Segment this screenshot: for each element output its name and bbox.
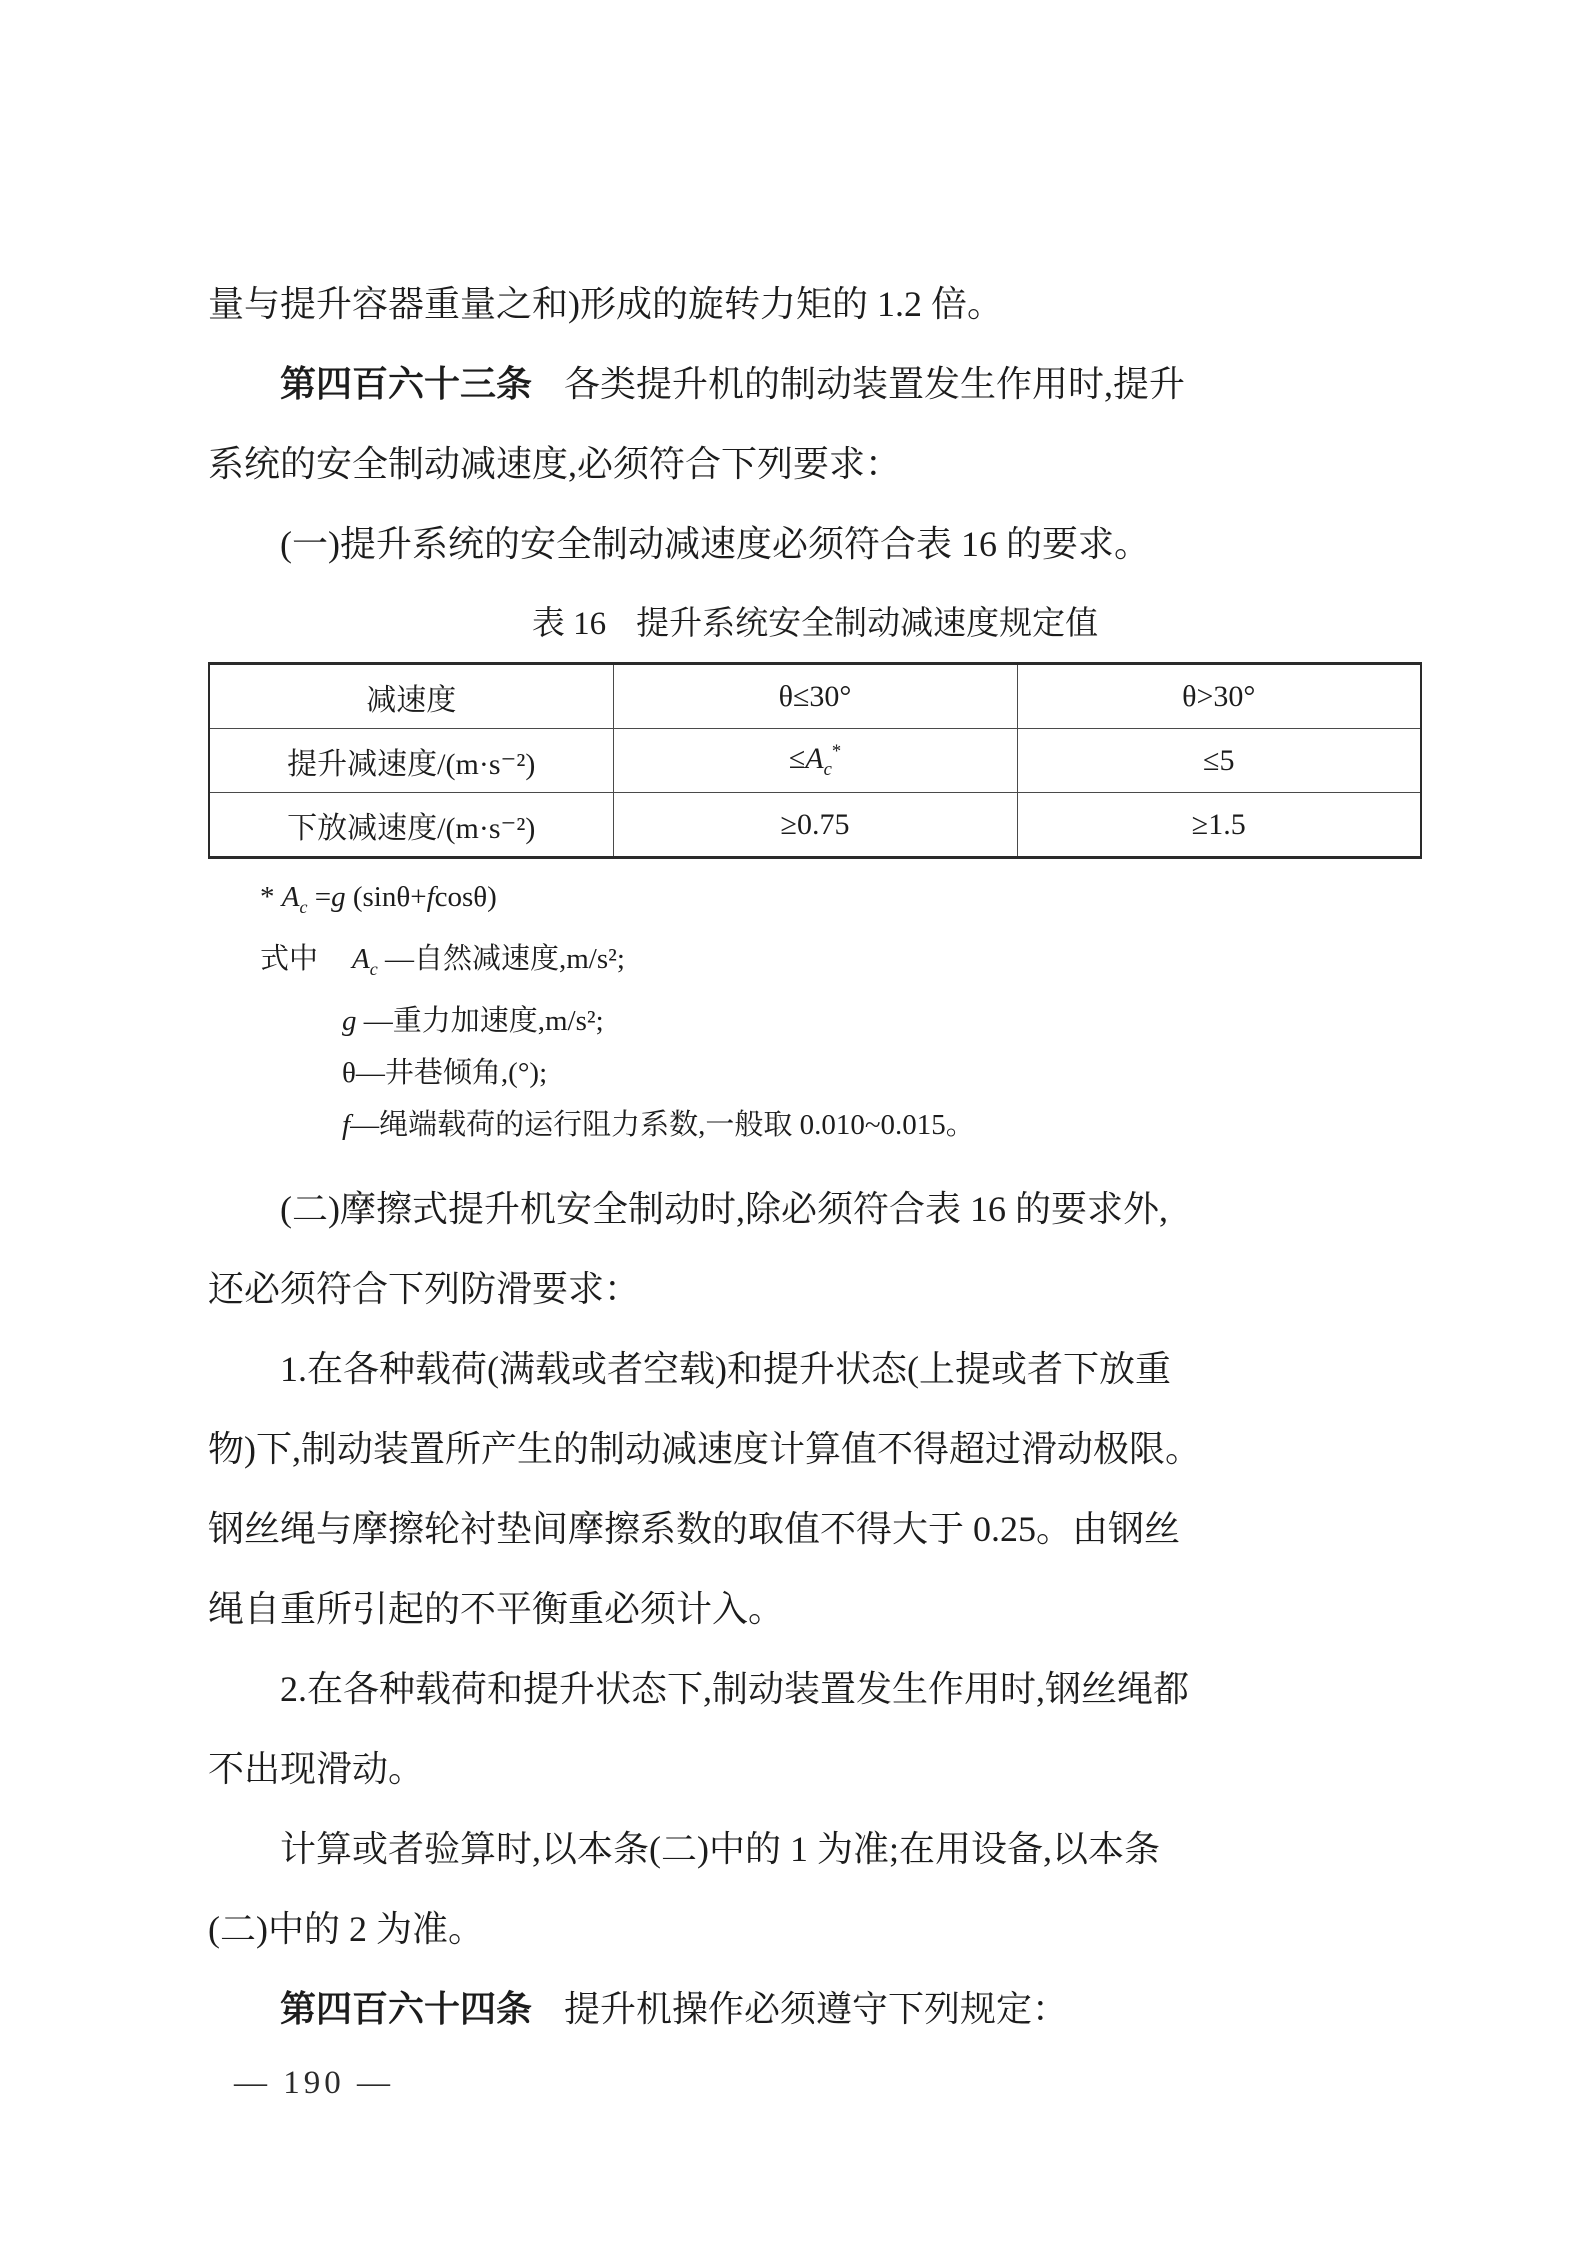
paragraph-continuation-line: 量与提升容器重量之和)形成的旋转力矩的 1.2 倍。	[208, 284, 1003, 324]
footnote-def-f	[342, 1099, 1422, 1151]
asterisk-mark: *	[260, 881, 282, 913]
article-463-number: 第四百六十三条	[280, 363, 533, 404]
table-header-row	[209, 664, 1421, 729]
point-1-line3: 钢丝绳与摩擦轮衬垫间摩擦系数的取值不得大于 0.25。由钢丝	[208, 1508, 1181, 1549]
variable-g: g	[342, 1004, 357, 1037]
variable-f: f	[426, 881, 435, 913]
variable-ac-subscript: c	[299, 896, 308, 917]
point-2-line2: 不出现滑动。	[208, 1748, 425, 1789]
table-cell-hoist-le30	[613, 729, 1017, 793]
table-cell-lower-gt30: ≥1.5	[1017, 793, 1421, 858]
def-theta-text: —井巷倾角,(°);	[355, 1056, 548, 1089]
equals-sign: =	[307, 881, 332, 913]
footnote-formula	[260, 871, 1422, 933]
table-footnotes	[208, 871, 1422, 1151]
table-cell-header-deceleration: 减速度	[209, 664, 613, 729]
item-2-line2: 还必须符合下列防滑要求：	[208, 1268, 641, 1309]
table-row-lower	[209, 793, 1421, 858]
def-f-text: —绳端载荷的运行阻力系数,一般取 0.010~0.015。	[350, 1108, 975, 1141]
calc-paragraph-line1: 计算或者验算时,以本条(二)中的 1 为准;在用设备,以本条	[280, 1828, 1160, 1869]
variable-ac-subscript: c	[369, 958, 378, 979]
variable-ac-subscript: c	[823, 758, 832, 780]
point-2-line1: 2.在各种载荷和提升状态下,制动装置发生作用时,钢丝绳都	[280, 1668, 1190, 1709]
article-464-number: 第四百六十四条	[280, 1987, 533, 2029]
where-label: 式中	[260, 942, 319, 975]
def-ac-text: —自然减速度,m/s²;	[377, 942, 625, 975]
item-1-line: (一)提升系统的安全制动减速度必须符合表 16 的要求。	[280, 524, 1150, 564]
footnote-def-g	[342, 995, 1422, 1047]
variable-f: f	[342, 1108, 351, 1141]
page-content	[208, 264, 1422, 2115]
variable-ac: A	[281, 881, 300, 913]
le-operator: ≤	[788, 741, 806, 775]
page-number: — 190 —	[234, 2064, 394, 2101]
footnote-def-ac	[260, 933, 1422, 995]
table-cell-hoist-label: 提升减速度/(m·s⁻²)	[209, 729, 613, 793]
calc-paragraph-line2: (二)中的 2 为准。	[208, 1908, 484, 1949]
article-463-line2: 系统的安全制动减速度,必须符合下列要求：	[208, 444, 902, 484]
article-464-lead: 提升机操作必须遵守下列规定：	[564, 1988, 1069, 2029]
point-1-line4: 绳自重所引起的不平衡重必须计入。	[208, 1588, 785, 1629]
point-1-line2: 物)下,制动装置所产生的制动减速度计算值不得超过滑动极限。	[208, 1428, 1201, 1469]
formula-tail: cosθ)	[434, 881, 497, 913]
article-463-lead: 各类提升机的制动装置发生作用时,提升	[564, 364, 1186, 404]
table-cell-lower-label: 下放减速度/(m·s⁻²)	[209, 793, 613, 858]
item-2-line1: (二)摩擦式提升机安全制动时,除必须符合表 16 的要求外,	[280, 1188, 1168, 1229]
deceleration-table	[208, 662, 1422, 859]
table-row-hoist	[209, 729, 1421, 793]
variable-ac: A	[805, 741, 824, 775]
footnote-def-theta	[342, 1047, 1422, 1099]
variable-g: g	[331, 881, 346, 913]
table-caption-title: 提升系统安全制动减速度规定值	[636, 606, 1099, 642]
table-cell-header-theta-gt-30: θ>30°	[1017, 664, 1421, 729]
article-464-heading-line	[208, 1969, 1422, 2049]
point-1-line1: 1.在各种载荷(满载或者空载)和提升状态(上提或者下放重	[280, 1348, 1171, 1389]
table-caption-label: 表 16	[531, 606, 607, 642]
variable-ac: A	[352, 942, 370, 975]
table-cell-hoist-gt30: ≤5	[1017, 729, 1421, 793]
formula-body: (sinθ+	[345, 881, 427, 913]
variable-theta: θ	[342, 1056, 356, 1089]
asterisk-mark: *	[831, 740, 842, 762]
body-continued	[208, 1169, 1422, 2049]
article-463-heading-line	[208, 344, 1422, 424]
table-cell-header-theta-le-30: θ≤30°	[613, 664, 1017, 729]
table-caption	[208, 588, 1422, 660]
table-cell-lower-le30: ≥0.75	[613, 793, 1017, 858]
def-g-text: —重力加速度,m/s²;	[356, 1004, 604, 1037]
